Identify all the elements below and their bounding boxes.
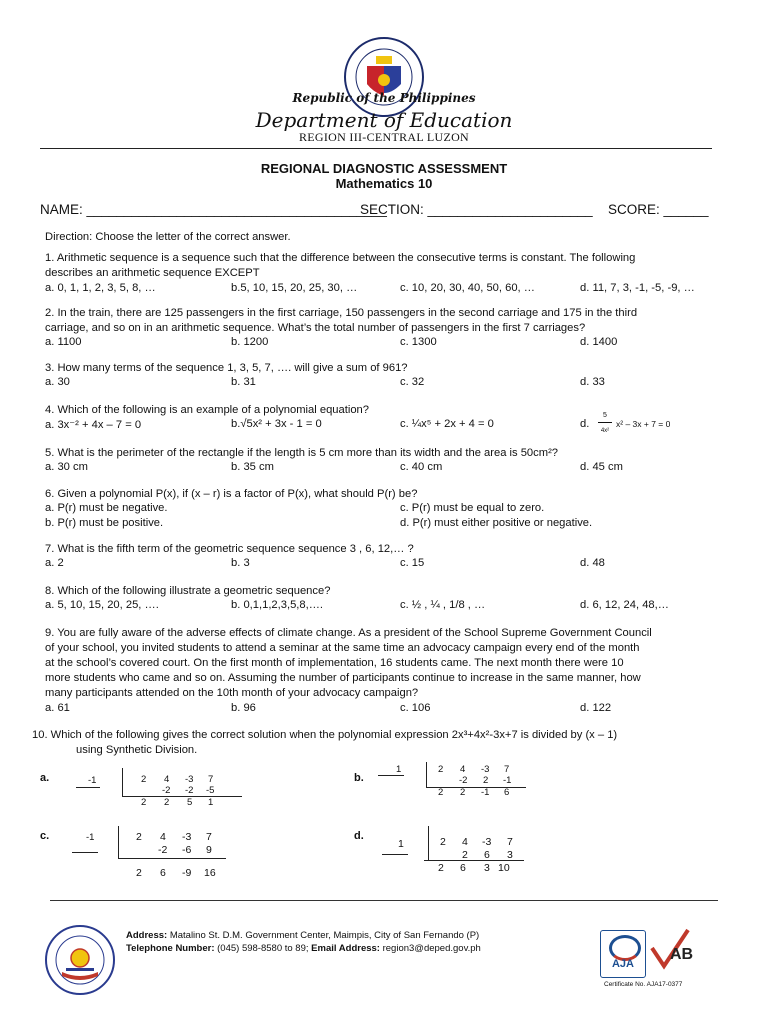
divisor: -1 xyxy=(88,775,97,786)
question-1-line-2: describes an arithmetic sequence EXCEPT xyxy=(45,267,260,279)
question-9-line-3: at the school’s covered court. On the first month of implementation, 16 students came. The next month there were 10 xyxy=(45,657,624,669)
region-heading: REGION III-CENTRAL LUZON xyxy=(298,130,470,144)
option-a[interactable]: a. 2 xyxy=(45,557,64,569)
coef: 4 xyxy=(164,774,170,785)
question-8-options xyxy=(45,599,725,614)
result: -1 xyxy=(481,787,490,798)
coef: 4 xyxy=(460,764,466,775)
question-9-line-4: more students who came and so on. Assuming the number of participants continue to increase in the same manner, how xyxy=(45,672,641,684)
question-9-line-1: 9. You are fully aware of the adverse effects of climate change. As a president of the School Supreme Government Council xyxy=(45,627,652,639)
divisor-underline xyxy=(72,852,98,853)
option-c[interactable]: c. 15 xyxy=(400,557,425,569)
option-b[interactable]: b. 1200 xyxy=(231,336,269,348)
name-field[interactable]: NAME: ________________________________________ xyxy=(40,202,387,217)
assessment-title: REGIONAL DIAGNOSTIC ASSESSMENT xyxy=(260,161,508,176)
product: 2 xyxy=(462,849,468,861)
option-c[interactable]: c. 40 cm xyxy=(400,461,443,473)
result: 5 xyxy=(187,797,193,808)
question-6: 6. Given a polynomial P(x), if (x – r) is a factor of P(x), what should P(r) be? xyxy=(45,488,418,500)
option-d[interactable]: d. 1400 xyxy=(580,336,618,348)
result: 2 xyxy=(136,867,142,879)
synthetic-option-b[interactable] xyxy=(354,762,594,812)
result-line xyxy=(122,796,242,797)
score-field[interactable]: SCORE: ______ xyxy=(608,202,709,217)
division-bar xyxy=(428,826,429,860)
option-c[interactable]: c. 106 xyxy=(400,702,431,714)
email-label: Email Address: xyxy=(308,943,380,954)
divisor: -1 xyxy=(86,832,95,843)
product: -2 xyxy=(158,844,168,856)
option-a[interactable]: a. 3x⁻² + 4x – 7 = 0 xyxy=(45,419,142,431)
coef: 2 xyxy=(438,764,444,775)
deped-footer-seal-logo xyxy=(44,924,116,996)
product: -6 xyxy=(182,844,192,856)
product: 6 xyxy=(484,849,490,861)
product: 9 xyxy=(206,844,212,856)
coef: 7 xyxy=(206,831,212,843)
product: 2 xyxy=(483,775,489,786)
coef: 7 xyxy=(504,764,510,775)
option-d[interactable]: d. 6, 12, 24, 48,… xyxy=(580,599,669,611)
option-label: d. xyxy=(354,830,364,842)
option-b[interactable]: b. 3 xyxy=(231,557,250,569)
question-9-line-2: of your school, you invited students to attend a seminar at the same time an advocacy campaign every end of the month xyxy=(45,642,640,654)
header-divider xyxy=(40,148,712,149)
result: 2 xyxy=(438,787,444,798)
option-b[interactable]: b. 96 xyxy=(231,702,256,714)
aja-certification-logo xyxy=(600,930,646,978)
aja-text: AJA xyxy=(611,958,634,970)
division-bar xyxy=(122,768,123,796)
result: 3 xyxy=(484,862,490,874)
divisor-underline xyxy=(76,787,100,788)
divisor: 1 xyxy=(398,838,404,850)
question-7-options xyxy=(45,557,725,572)
option-b[interactable]: b. 0,1,1,2,3,5,8,…. xyxy=(231,599,324,611)
product: 3 xyxy=(507,849,513,861)
result-line xyxy=(118,858,226,859)
question-2-options xyxy=(45,336,725,351)
option-d[interactable]: d. xyxy=(580,418,590,430)
option-b[interactable]: b. P(r) must be positive. xyxy=(45,517,164,529)
result: -9 xyxy=(182,867,192,879)
result: 2 xyxy=(460,787,466,798)
product: -2 xyxy=(162,785,171,796)
email-link[interactable]: region3@deped.gov.ph xyxy=(379,943,481,954)
footer-divider xyxy=(50,900,718,901)
option-c[interactable]: c. 32 xyxy=(400,376,425,388)
option-d[interactable]: d. 45 cm xyxy=(580,461,623,473)
coef: -3 xyxy=(182,831,192,843)
option-c[interactable]: c. P(r) must be equal to zero. xyxy=(400,502,545,514)
certificate-number: Certificate No. AJA17-0377 xyxy=(604,981,683,988)
question-10 xyxy=(32,728,732,758)
option-d[interactable]: d. 122 xyxy=(580,702,612,714)
option-c[interactable]: c. ¼x⁵ + 2x + 4 = 0 xyxy=(400,418,494,430)
product: -1 xyxy=(503,775,512,786)
result: 6 xyxy=(160,867,166,879)
product: -2 xyxy=(459,775,468,786)
question-1 xyxy=(45,251,725,281)
synthetic-option-a[interactable] xyxy=(40,768,280,818)
option-d[interactable]: d. 11, 7, 3, -1, -5, -9, … xyxy=(580,282,695,294)
question-1-options xyxy=(45,282,725,297)
option-a[interactable]: a. 1100 xyxy=(45,336,82,348)
question-2-line-2: carriage, and so on in an arithmetic sequence. What’s the total number of passengers in the first 7 carriages? xyxy=(45,322,586,334)
option-label: b. xyxy=(354,772,364,784)
question-1-line-1: 1. Arithmetic sequence is a sequence such that the difference between the consecutive terms is constant. The following xyxy=(45,252,636,264)
footer-contact-line xyxy=(126,942,481,955)
coef: 7 xyxy=(208,774,214,785)
product: -5 xyxy=(206,785,215,796)
question-3: 3. How many terms of the sequence 1, 3, 5, 7, …. will give a sum of 961? xyxy=(45,362,408,374)
option-d[interactable]: d. 48 xyxy=(580,557,605,569)
coef: 4 xyxy=(160,831,166,843)
division-bar xyxy=(118,826,119,858)
option-a[interactable]: a. 30 cm xyxy=(45,461,88,473)
option-b[interactable]: b.5, 10, 15, 20, 25, 30, … xyxy=(231,282,358,294)
question-3-options xyxy=(45,376,725,391)
question-6-options xyxy=(45,502,725,534)
synthetic-option-c[interactable] xyxy=(40,826,280,886)
question-9-options xyxy=(45,702,725,717)
option-a[interactable]: a. P(r) must be negative. xyxy=(45,502,168,514)
deped-seal-logo xyxy=(343,36,425,118)
coef: -3 xyxy=(482,836,492,848)
coef: 4 xyxy=(462,836,468,848)
option-d-fraction-denominator: 4x² xyxy=(600,428,610,434)
phone-value: (045) 598-8580 to 89; xyxy=(214,943,309,954)
option-d-expression: x² – 3x + 7 = 0 xyxy=(616,419,671,429)
question-10-line-2: using Synthetic Division. xyxy=(76,744,198,756)
footer-contact xyxy=(126,929,481,955)
option-a[interactable]: a. 5, 10, 15, 20, 25, …. xyxy=(45,599,159,611)
option-d-fraction-bar xyxy=(598,422,612,423)
divisor: 1 xyxy=(396,764,402,775)
coef: 2 xyxy=(141,774,147,785)
option-c[interactable]: c. 10, 20, 30, 40, 50, 60, … xyxy=(400,282,535,294)
divisor-underline xyxy=(378,775,404,776)
option-b[interactable]: b. 35 cm xyxy=(231,461,274,473)
vab-accreditation-logo xyxy=(648,926,710,976)
coef: -3 xyxy=(481,764,490,775)
section-field[interactable]: SECTION: ______________________ xyxy=(360,202,593,217)
question-5-options xyxy=(45,461,725,476)
result: 10 xyxy=(498,862,510,874)
question-7: 7. What is the fifth term of the geometric sequence sequence 3 , 6, 12,… ? xyxy=(45,543,414,555)
phone-label: Telephone Number: xyxy=(126,943,215,954)
option-b[interactable]: b.√5x² + 3x - 1 = 0 xyxy=(231,418,322,430)
subject-title: Mathematics 10 xyxy=(335,176,433,191)
coef: -3 xyxy=(185,774,194,785)
option-a[interactable]: a. 0, 1, 1, 2, 3, 5, 8, … xyxy=(45,282,156,294)
department-heading: Department of Education xyxy=(255,108,513,132)
option-a[interactable]: a. 30 xyxy=(45,376,70,388)
question-4-options xyxy=(45,412,725,440)
coef: 2 xyxy=(440,836,446,848)
question-2 xyxy=(45,306,725,336)
result: 2 xyxy=(438,862,444,874)
question-9 xyxy=(45,626,725,701)
result: 6 xyxy=(504,787,510,798)
result: 1 xyxy=(208,797,214,808)
division-bar xyxy=(426,762,427,788)
synthetic-option-d[interactable] xyxy=(354,826,594,886)
result: 6 xyxy=(460,862,466,874)
vab-text: AB xyxy=(670,946,694,963)
result: 2 xyxy=(164,797,170,808)
question-8: 8. Which of the following illustrate a geometric sequence? xyxy=(45,585,331,597)
result: 16 xyxy=(204,867,216,879)
result: 2 xyxy=(141,797,147,808)
republic-heading: Republic of the Philippines xyxy=(292,91,476,105)
option-d-fraction-numerator: 5 xyxy=(603,412,607,419)
option-c[interactable]: c. 1300 xyxy=(400,336,437,348)
coef: 7 xyxy=(507,836,513,848)
option-c[interactable]: c. ½ , ¼ , 1/8 , … xyxy=(400,599,486,611)
option-d[interactable]: d. 33 xyxy=(580,376,605,388)
question-5: 5. What is the perimeter of the rectangle if the length is 5 cm more than its width and the area is 50cm²? xyxy=(45,447,559,459)
option-d[interactable]: d. P(r) must either positive or negative. xyxy=(400,517,593,529)
question-2-line-1: 2. In the train, there are 125 passengers in the first carriage, 150 passengers in the second carriage and 175 in the third xyxy=(45,307,638,319)
option-label: a. xyxy=(40,772,50,784)
question-10-line-1: 10. Which of the following gives the correct solution when the polynomial expression 2x³+4x²-3x+7 is divided by (x – 1) xyxy=(32,729,618,741)
option-label: c. xyxy=(40,830,50,842)
address-value: Matalino St. D.M. Government Center, Maimpis, City of San Fernando (P) xyxy=(167,930,480,941)
question-9-line-5: many participants attended on the 10th month of your advocacy campaign? xyxy=(45,687,419,699)
option-b[interactable]: b. 31 xyxy=(231,376,256,388)
footer-address-line xyxy=(126,929,481,942)
product: -2 xyxy=(185,785,194,796)
direction-text: Direction: Choose the letter of the correct answer. xyxy=(45,231,291,243)
divisor-underline xyxy=(382,854,408,855)
option-a[interactable]: a. 61 xyxy=(45,702,70,714)
question-4: 4. Which of the following is an example of a polynomial equation? xyxy=(45,404,370,416)
coef: 2 xyxy=(136,831,142,843)
address-label: Address: xyxy=(126,930,168,941)
